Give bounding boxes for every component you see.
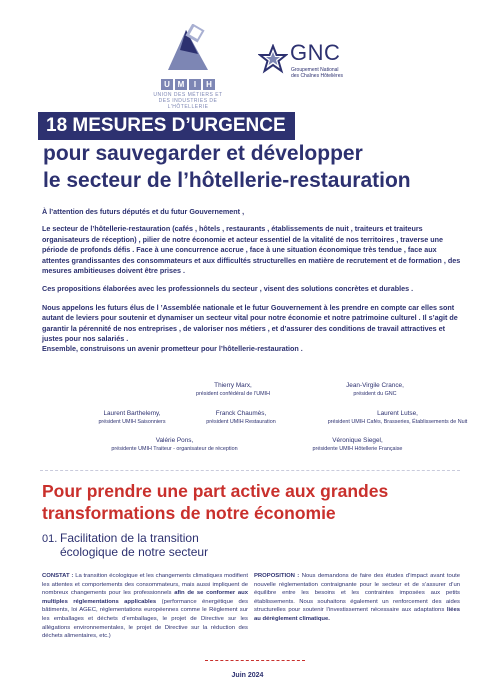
- umih-letter: U: [161, 79, 173, 90]
- signatory: Thierry Marx, président confédéral de l’UMIH: [195, 382, 270, 397]
- umih-letter: H: [203, 79, 215, 90]
- attention-line: À l’attention des futurs députés et du futur Gouvernement ,: [42, 207, 245, 216]
- umih-letter: M: [175, 79, 187, 90]
- umih-emblem-icon: [158, 24, 218, 72]
- footer-date: Juin 2024: [231, 672, 264, 679]
- section-title: Pour prendre une part active aux grandes transformations de notre économie: [42, 481, 389, 523]
- measure-title: Facilitation de la transition écologique de notre secteur: [60, 531, 209, 559]
- logos-row: [0, 18, 495, 108]
- proposition-label: PROPOSITION :: [254, 573, 300, 579]
- umih-tagline: UNION DES MÉTIERS ET DES INDUSTRIES DE L'HÔTELLERIE: [153, 92, 223, 110]
- measure-number: 01.: [42, 533, 58, 545]
- star-icon: [258, 44, 288, 74]
- divider: [40, 470, 460, 471]
- signatory: Franck Chaumès, président UMIH Restauration: [206, 410, 276, 425]
- gnc-wordmark: GNC: [290, 40, 341, 65]
- page-subtitle: pour sauvegarder et développer le secteur de l’hôtellerie-restauration: [43, 142, 411, 192]
- constat-label: CONSTAT :: [42, 573, 74, 579]
- intro-paragraph: Nous appelons les futurs élus de l ’Assemblée nationale et le futur Gouvernement à les prendre en compte car elles sont autant de leviers pour soutenir et dynamiser un secteur vital pour notre économie et notre patrimoine culturel . Il s’agit de garantir la pérennité de nos entreprises , de valoriser nos métiers , et d’assurer des conditions de travail attractives et justes pour nos salariés . Ensemble, construisons un avenir prometteur pour l’hôtellerie-restauration .: [42, 302, 458, 354]
- gnc-logo: [258, 40, 368, 90]
- title-banner: 18 MESURES D’URGENCE: [38, 112, 295, 140]
- intro-paragraph: Ces propositions élaborées avec les professionnels du secteur , visent des solutions concrètes et durables .: [42, 284, 414, 294]
- signatory: Véronique Siegel, présidente UMIH Hôtellerie Française: [312, 437, 403, 452]
- signatory: Jean-Virgile Crance, président du GNC: [346, 382, 404, 397]
- footer-divider: [205, 660, 305, 661]
- intro-text: [42, 207, 462, 363]
- constat-column: CONSTAT : La transition écologique et les changements climatiques modifient les attentes et comportements des consommateurs, mais aussi impliquent de nombreux changements pour les professionnels afin de se conformer aux multiples réglementations applicables (performance énergétique des bâtiments, loi AGEC, réglementations européennes comme le Règlement sur les emballages et déchets d’emballages, le projet de Directive sur les allégations environnementales, le projet de Directive sur la réduction des déchets alimentaires, etc.): [42, 573, 249, 640]
- umih-letter: I: [189, 79, 201, 90]
- umih-wordmark: [148, 79, 228, 90]
- proposition-column: PROPOSITION : Nous demandons de faire des études d’impact avant toute nouvelle réglementation contraignante pour le secteur et de s’assurer d’un équilibre entre les besoins et les contraintes imposées aux petits établissements. Nous souhaitons également un renforcement des aides structurelles pour soutenir l’investissement nécessaire aux adaptations liées au dérèglement climatique.: [254, 573, 461, 622]
- intro-paragraph: Le secteur de l’hôtellerie-restauration (cafés , hôtels , restaurants , établissements de nuit , traiteurs et traiteurs organisateurs de réception) , pilier de notre économie et acteur essentiel de la vitalité de nos territoires , traverse une période de profonds défis . Face à une concurrence accrue , face à une situation économique très tendue , face aux attentes grandissantes des consommateurs et aux difficultés structurelles en matière de recrutement et de formation , des mesures ambitieuses doivent être prises .: [42, 224, 461, 276]
- signatory: Laurent Barthelemy, président UMIH Saisonniers: [98, 410, 166, 425]
- signatory: Laurent Lutse, président UMIH Cafés, Brasseries, Établissements de Nuit: [327, 410, 468, 425]
- umih-logo: [148, 24, 228, 110]
- signatory: Valérie Pons, présidente UMIH Traiteur - organisateur de réception: [111, 437, 238, 452]
- gnc-tagline: Groupement National des Chaînes Hôtelières: [291, 67, 343, 79]
